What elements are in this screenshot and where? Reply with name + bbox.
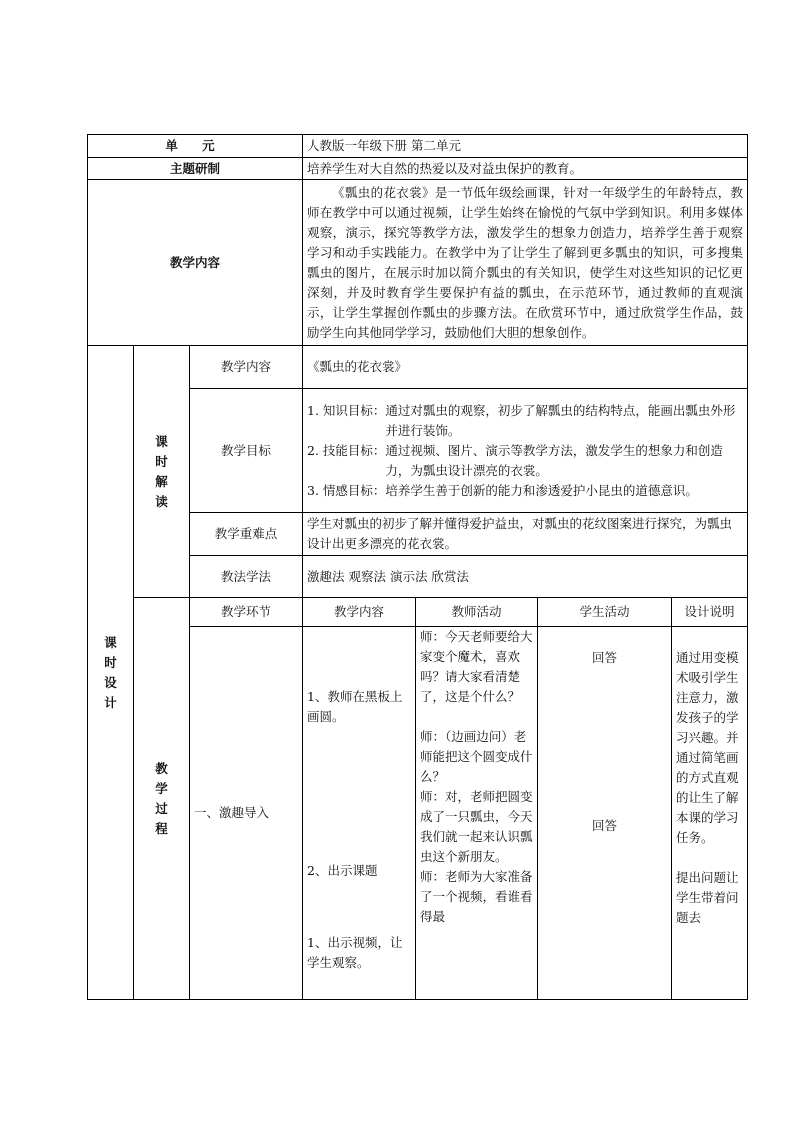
content-item: 2、出示课题 xyxy=(307,863,378,878)
teacher-cell xyxy=(416,627,538,1000)
student-item: 回答 xyxy=(592,818,618,833)
content-cell xyxy=(303,627,416,1000)
header-stage: 教学环节 xyxy=(190,598,303,627)
unit-row xyxy=(88,135,748,158)
design-item: 通过用变模术吸引学生注意力，激发孩子的学习兴趣。并通过简笔画的方式直观的让生了解本课的学习任务。 xyxy=(676,650,739,845)
method-label: 教法学法 xyxy=(190,556,303,598)
lesson-reading-label: 课 时 解 读 xyxy=(134,346,190,598)
goals-list xyxy=(303,389,748,513)
stage-cell xyxy=(190,627,303,1000)
lesson-plan-table xyxy=(87,134,748,1000)
process-label: 教 学 过 程 xyxy=(134,598,190,1000)
teacher-item: 师：对，老师把圆变成了一只瓢虫，今天我们就一起来认识瓢虫这个新朋友。 xyxy=(420,789,533,864)
reading-content-row xyxy=(88,346,748,389)
header-student: 学生活动 xyxy=(538,598,672,627)
content-item: 1、教师在黑板上画圆。 xyxy=(307,689,403,724)
teaching-content-row xyxy=(88,180,748,346)
header-design: 设计说明 xyxy=(672,598,748,627)
teaching-content-label: 教学内容 xyxy=(88,180,303,346)
teacher-item: 师：（边画边问）老师能把这个圆变成什么？ xyxy=(420,729,533,784)
content-item: 1、出示视频，让学生观察。 xyxy=(307,935,403,970)
header-content: 教学内容 xyxy=(303,598,416,627)
teaching-content-value: 《瓢虫的花衣裳》是一节低年级绘画课，针对一年级学生的年龄特点，教师在教学中可以通过视频，让学生始终在愉悦的气氛中学到知识。利用多媒体观察，演示，探究等教学方法，激发学生的想象力创造力，培养学生善于观察学习和动手实践能力。在教学中为了让学生了解到更多瓢虫的知识，可多搜集瓢虫的图片，在展示时加以简介瓢虫的有关知识，使学生对这些知识的记忆更深刻，并及时教育学生要保护有益的瓢虫，在示范环节，通过教师的直观演示，让学生掌握创作瓢虫的步骤方法。在欣赏环节中，通过欣赏学生作品，鼓励学生向其他同学学习，鼓励他们大胆的想象创作。 xyxy=(303,180,748,346)
student-item: 回答 xyxy=(592,650,618,665)
goals-label: 教学目标 xyxy=(190,389,303,513)
header-teacher: 教师活动 xyxy=(416,598,538,627)
design-cell xyxy=(672,627,748,1000)
theme-value: 培养学生对大自然的热爱以及对益虫保护的教育。 xyxy=(303,158,748,180)
lesson-design-label: 课 时 设 计 xyxy=(88,346,134,1000)
reading-content-label: 教学内容 xyxy=(190,346,303,389)
key-points-label: 教学重难点 xyxy=(190,513,303,556)
goal-item-emotion: 3. 情感目标： 培养学生善于创新的能力和渗透爱护小昆虫的道德意识。 xyxy=(307,482,698,498)
theme-label: 主题研制 xyxy=(88,158,303,180)
unit-value: 人教版一年级下册 第二单元 xyxy=(303,135,748,158)
goal-item-knowledge: 1. 知识目标： 通过对瓢虫的观察，初步了解瓢虫的结构特点，能画出瓢虫外形并进行装饰。 xyxy=(307,402,736,438)
goal-item-skill: 2. 技能目标： 通过视频、图片、演示等教学方法，激发学生的想象力和创造力，为瓢虫设计漂亮的衣裳。 xyxy=(307,442,723,478)
method-value: 激趣法 观察法 演示法 欣赏法 xyxy=(303,556,748,598)
student-cell xyxy=(538,627,672,1000)
reading-content-value: 《瓢虫的花衣裳》 xyxy=(303,346,748,389)
teacher-item: 师：今天老师要给大家变个魔术，喜欢吗？请大家看清楚了，这是个什么？ xyxy=(420,629,533,704)
teacher-item: 师：老师为大家准备了一个视频，看谁看得最 xyxy=(420,869,533,924)
key-points-value: 学生对瓢虫的初步了解并懂得爱护益虫，对瓢虫的花纹图案进行探究，为瓢虫设计出更多漂亮的花衣裳。 xyxy=(303,513,748,556)
theme-row xyxy=(88,158,748,180)
stage-name: 一、激趣导入 xyxy=(194,805,270,820)
unit-label: 单 元 xyxy=(88,135,303,158)
process-header-row xyxy=(88,598,748,627)
design-item: 提出问题让学生带着问题去 xyxy=(676,870,739,925)
